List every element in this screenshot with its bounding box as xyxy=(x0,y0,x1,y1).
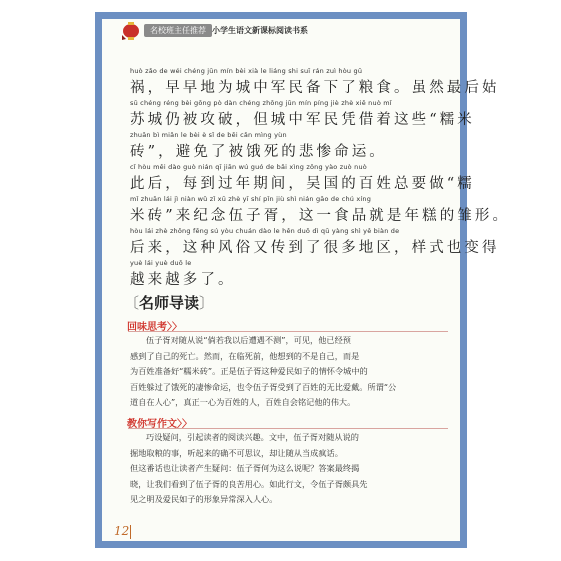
divider xyxy=(128,331,448,332)
text-line: 但这番话也让读者产生疑问：伍子胥何为这么说呢？答案最终揭 xyxy=(130,463,360,474)
story-line xyxy=(130,131,440,163)
text-line: 道自在人心”，真正一心为百姓的人，百姓自会铭记他的伟大。 xyxy=(130,397,356,408)
text-line: 为百姓准备好“糯米砖”。正是伍子胥这种爱民如子的情怀令城中的 xyxy=(130,366,368,377)
text-line: 晓，让我们看到了伍子胥的良苦用心。如此行文，令伍子胥颇具先 xyxy=(130,478,368,489)
story-line xyxy=(130,67,500,99)
book-page xyxy=(102,19,511,541)
series-title: 小学生语文新课标阅读书系 xyxy=(212,26,308,35)
hanzi: 米砖”来纪念伍子胥，这一食品就是年糕的雏形。 xyxy=(130,208,511,224)
header xyxy=(110,19,450,41)
hanzi: 苏城仍被攻破，但城中军民凭借着这些“糯米 xyxy=(130,112,475,128)
story-line xyxy=(130,195,511,227)
pinyin: cǐ hòu měi dào guò nián qī jiān wú guó de bǎi xìng zǒng yào zuò nuò xyxy=(130,163,367,171)
hanzi: 祸，早早地为城中军民备下了粮食。虽然最后姑 xyxy=(130,80,500,96)
story-line xyxy=(130,163,475,195)
bracket-close: 〕 xyxy=(199,294,215,312)
section-heading xyxy=(124,292,214,313)
recommend-tag: 名校班主任推荐 xyxy=(144,24,212,37)
story-line xyxy=(130,259,440,291)
hanzi: 后来，这种风俗又传到了很多地区，样式也变得 xyxy=(130,240,500,256)
pinyin: mǐ zhuān lái jì niàn wǔ zǐ xū zhè yī shí pǐn jiù shì nián gāo de chú xíng xyxy=(130,195,372,203)
page-number: 12 xyxy=(114,524,130,538)
story-text xyxy=(130,67,511,291)
pinyin: hòu lái zhè zhǒng fēng sú yòu chuán dào le hěn duō dì qū yàng shì yě biàn de xyxy=(130,227,400,235)
hanzi: 越来越多了。 xyxy=(130,272,236,288)
text-line: 见之明及爱民如子的形象异常深入人心。 xyxy=(130,494,278,505)
divider xyxy=(128,428,448,429)
reflection-paragraph xyxy=(130,333,446,411)
lantern-logo-icon xyxy=(120,21,142,41)
section-title: 名师导读 xyxy=(139,294,200,312)
pinyin: huò zǎo de wéi chéng jūn mín bèi xià le liáng shi suī rán zuì hòu gū xyxy=(130,67,363,75)
writing-paragraph xyxy=(130,430,446,508)
subheading-reflection: 回味思考〉〉 xyxy=(127,322,182,333)
hanzi: 此后，每到过年期间，吴国的百姓总要做“糯 xyxy=(130,176,475,192)
pinyin: zhuān bì miǎn le bèi è sǐ de bēi cǎn mìng yùn xyxy=(130,131,287,139)
subheading-writing: 教你写作文〉〉 xyxy=(127,419,192,430)
text-line: 巧设疑问，引起读者的阅读兴趣。文中，伍子胥对随从说的 xyxy=(146,432,359,442)
pinyin: yuè lái yuè duō le xyxy=(130,259,192,267)
story-line xyxy=(130,99,475,131)
text-line: 感到了自己的死亡。然而，在临死前，他想到的不是自己，而是 xyxy=(130,350,360,361)
pinyin: sū chéng réng bèi gōng pò dàn chéng zhōng jūn mín píng jiè zhè xiē nuò mǐ xyxy=(130,99,392,107)
bracket-open: 〔 xyxy=(124,294,140,312)
text-line: 掘地取粮的事，听起来的确不可思议，却让随从当成疯话。 xyxy=(130,447,343,458)
story-line xyxy=(130,227,500,259)
page-number-bar xyxy=(130,525,131,539)
text-line: 百姓躲过了饿死的凄惨命运，也令伍子胥受到了百姓的无比爱戴。所谓“公 xyxy=(130,381,397,392)
text-line: 伍子胥对随从说“倘若我以后遭遇不测”，可见，他已经预 xyxy=(146,335,351,345)
hanzi: 砖”，避免了被饿死的悲惨命运。 xyxy=(130,144,387,160)
